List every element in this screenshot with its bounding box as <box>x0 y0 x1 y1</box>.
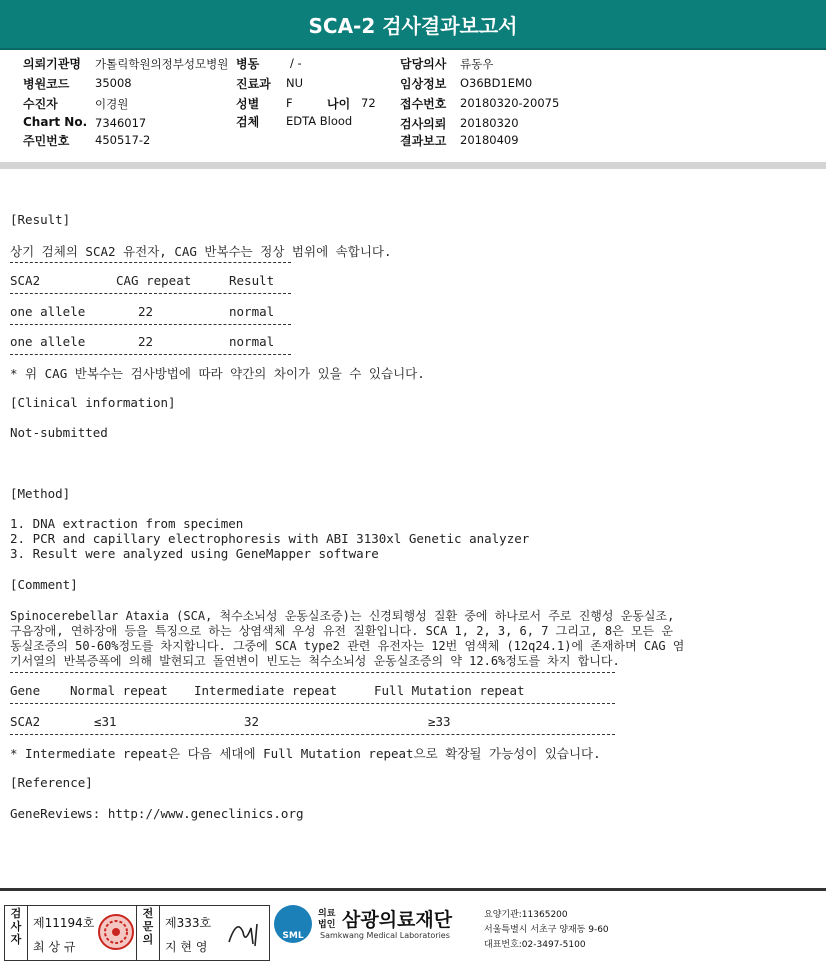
table-rule <box>10 734 615 735</box>
reference-heading: [Reference] <box>10 775 93 790</box>
table1-row-repeat: 22 <box>138 334 154 349</box>
table-rule <box>10 703 615 704</box>
table2-header-gene: Gene <box>10 683 41 698</box>
method-heading: [Method] <box>10 486 71 501</box>
method-step: 2. PCR and capillary electrophoresis with ABI 3130xl Genetic analyzer <box>10 531 530 546</box>
table2-note: * Intermediate repeat은 다음 세대에 Full Mutation repeat으로 확장될 가능성이 있습니다. <box>10 746 601 761</box>
org-address: 서울특별시 서초구 양재동 9-60 <box>484 925 609 935</box>
test-request-date-label: 검사의뢰 <box>400 117 447 131</box>
specialist-license-no: 제333호 <box>165 916 212 930</box>
patient-info-header <box>0 48 826 160</box>
org-prefix: 의료법인 <box>318 909 336 930</box>
table1-header-gene: SCA2 <box>10 273 41 288</box>
table2-header-intermediate: Intermediate repeat <box>194 683 337 698</box>
report-footer <box>0 888 826 972</box>
table-rule <box>10 262 291 263</box>
table2-cell-normal: ≤31 <box>94 714 117 729</box>
specimen-value: EDTA Blood <box>286 114 353 128</box>
comment-line: 구음장애, 연하장애 등을 특징으로 하는 상염색체 우성 유전 질환입니다. SCA 1, 2, 3, 6, 7 그리고, 8은 모든 운 <box>10 624 673 638</box>
sml-logo: SML <box>274 905 312 943</box>
signature-box <box>4 905 270 961</box>
table1-header-cag: CAG repeat <box>116 273 192 288</box>
doctor-value: 류동우 <box>460 57 494 71</box>
age-label: 나이 <box>327 97 351 111</box>
institution-code: 요양기관:11365200 <box>484 910 568 920</box>
report-title: SCA-2 검사결과보고서 <box>0 0 826 50</box>
hospital-code-value: 35008 <box>95 76 132 90</box>
department-value: NU <box>286 76 304 90</box>
chart-number-value: 7346017 <box>95 116 147 130</box>
doctor-label: 담당의사 <box>400 57 447 71</box>
method-step: 3. Result were analyzed using GeneMapper software <box>10 546 379 561</box>
table1-row-allele: one allele <box>10 304 86 319</box>
comment-heading: [Comment] <box>10 577 78 592</box>
examiner-vertical-label: 검 사 자 <box>5 906 28 961</box>
table2-header-full: Full Mutation repeat <box>374 683 525 698</box>
table1-header-result: Result <box>229 273 275 288</box>
comment-line: Spinocerebellar Ataxia (SCA, 척수소뇌성 운동실조증)는 신경퇴행성 질환 중에 하나로서 주로 진행성 운동실조, <box>10 609 675 623</box>
department-label: 진료과 <box>236 77 271 91</box>
patient-name-label: 수진자 <box>23 97 58 111</box>
resident-number-label: 주민번호 <box>23 134 70 148</box>
table2-cell-full: ≥33 <box>428 714 451 729</box>
table1-row-result: normal <box>229 304 275 319</box>
signature-icon <box>225 914 265 952</box>
test-request-date-value: 20180320 <box>460 116 519 130</box>
ward-label: 병동 <box>236 57 260 71</box>
org-name: 삼광의료재단 <box>342 909 453 931</box>
specimen-label: 검체 <box>236 115 260 129</box>
org-english-name: Samkwang Medical Laboratories <box>320 931 450 940</box>
requesting-institution-value: 가톨릭학원의정부성모병원 <box>95 57 229 71</box>
examiner-license-no: 제11194호 <box>33 916 95 930</box>
section-divider <box>0 162 826 169</box>
resident-number-value: 450517-2 <box>95 133 151 147</box>
org-phone: 대표번호:02-3497-5100 <box>484 940 586 950</box>
requesting-institution-label: 의뢰기관명 <box>23 57 81 71</box>
result-heading: [Result] <box>10 212 71 227</box>
receipt-number-label: 접수번호 <box>400 97 447 111</box>
report-date-label: 결과보고 <box>400 134 447 148</box>
table-rule <box>10 324 291 325</box>
table1-row-repeat: 22 <box>138 304 154 319</box>
clinical-info-text: Not-submitted <box>10 425 108 440</box>
table1-note: * 위 CAG 반복수는 검사방법에 따라 약간의 차이가 있을 수 있습니다. <box>10 366 425 381</box>
examiner-name: 최 상 규 <box>33 940 76 954</box>
specialist-name: 지 현 영 <box>165 940 208 954</box>
age-value: 72 <box>361 96 376 110</box>
table-rule <box>10 293 291 294</box>
reference-text: GeneReviews: http://www.geneclinics.org <box>10 806 304 821</box>
patient-name-value: 이경원 <box>95 97 129 111</box>
report-date-value: 20180409 <box>460 133 519 147</box>
sex-label: 성별 <box>236 97 260 111</box>
specialist-vertical-label: 전 문 의 <box>136 906 160 961</box>
clinical-info-heading: [Clinical information] <box>10 395 176 410</box>
comment-line: 기서열의 반복증폭에 의해 발현되고 돌연변이 빈도는 척수소뇌성 운동실조증의 약 12.6%정도를 차지 합니다. <box>10 654 620 668</box>
clinical-info-value: O36BD1EM0 <box>460 76 533 90</box>
examiner-seal-icon <box>97 912 135 952</box>
table2-cell-intermediate: 32 <box>244 714 260 729</box>
sex-value: F <box>286 96 293 110</box>
hospital-code-label: 병원코드 <box>23 77 70 91</box>
result-statement: 상기 검체의 SCA2 유전자, CAG 반복수는 정상 범위에 속합니다. <box>10 244 392 259</box>
table-rule <box>10 354 291 355</box>
comment-line: 동실조증의 50-60%정도를 차지합니다. 그중에 SCA type2 관련 유전자는 12번 염색체 (12q24.1)에 존재하며 CAG 염 <box>10 639 685 653</box>
table1-row-result: normal <box>229 334 275 349</box>
method-step: 1. DNA extraction from specimen <box>10 516 244 531</box>
table1-row-allele: one allele <box>10 334 86 349</box>
clinical-info-label: 임상정보 <box>400 77 447 91</box>
table-rule <box>10 672 615 673</box>
table2-cell-gene: SCA2 <box>10 714 41 729</box>
table2-header-normal: Normal repeat <box>70 683 168 698</box>
chart-number-label: Chart No. <box>23 115 88 129</box>
receipt-number-value: 20180320-20075 <box>460 96 560 110</box>
ward-value: / - <box>290 56 302 70</box>
